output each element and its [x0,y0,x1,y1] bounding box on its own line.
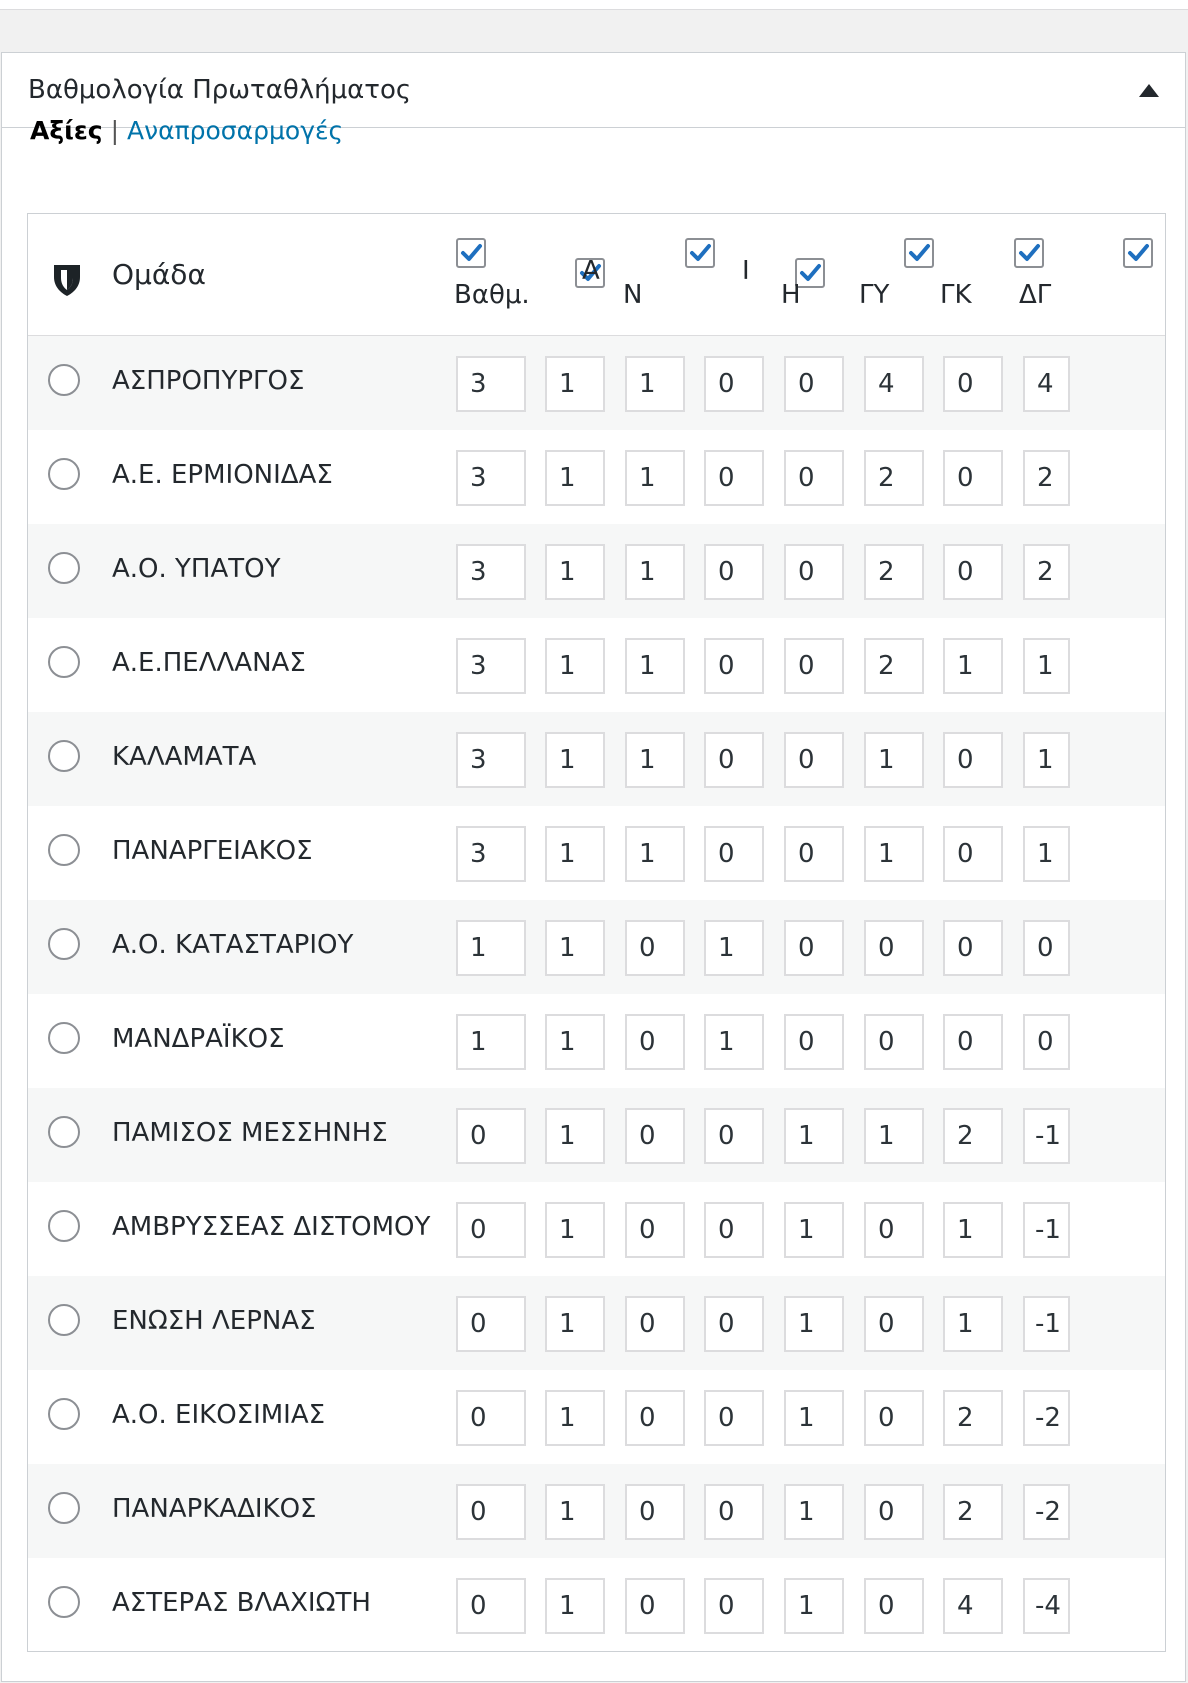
goal-diff-input[interactable]: 0 [1023,920,1070,976]
team-name: Α.Ε.ΠΕΛΛΑΝΑΣ [112,648,306,678]
goals-against-input[interactable]: 0 [943,732,1003,788]
drawn-input[interactable]: 0 [704,1484,764,1540]
points-input[interactable]: 0 [456,1296,526,1352]
table-row [28,1464,1165,1558]
points-input[interactable]: 3 [456,450,526,506]
lost-input[interactable]: 1 [784,1108,844,1164]
table-row [28,994,1165,1088]
goals-for-input[interactable]: 4 [864,356,924,412]
drawn-input[interactable]: 0 [704,1390,764,1446]
lost-column-label: Η [781,280,801,310]
goals-against-input[interactable]: 0 [943,544,1003,600]
goals-against-input[interactable]: 4 [943,1578,1003,1634]
goal-diff-input[interactable]: 1 [1023,826,1070,882]
won-input[interactable]: 0 [625,1484,685,1540]
played-input[interactable]: 1 [545,732,605,788]
team-column-header: Ομάδα [112,258,206,291]
goals-for-input[interactable]: 2 [864,450,924,506]
played-input[interactable]: 1 [545,1202,605,1258]
points-input[interactable]: 0 [456,1578,526,1634]
table-header [28,214,1165,336]
team-select-radio[interactable] [48,552,80,584]
drawn-input[interactable]: 0 [704,732,764,788]
top-strip [0,0,1188,10]
won-input[interactable]: 1 [625,638,685,694]
team-select-radio[interactable] [48,1304,80,1336]
points-input[interactable]: 3 [456,732,526,788]
team-select-radio[interactable] [48,364,80,396]
points-input[interactable]: 1 [456,920,526,976]
goal-diff-input[interactable]: 1 [1023,638,1070,694]
points-input[interactable]: 0 [456,1202,526,1258]
won-input[interactable]: 1 [625,732,685,788]
team-select-radio[interactable] [48,834,80,866]
goal-diff-input[interactable]: -2 [1023,1484,1070,1540]
table-row [28,1088,1165,1182]
team-name: ΑΣΤΕΡΑΣ ΒΛΑΧΙΩΤΗ [112,1588,371,1618]
lost-column-checkbox[interactable] [904,238,934,268]
goals-against-input[interactable]: 2 [943,1108,1003,1164]
goals-for-input[interactable]: 0 [864,1390,924,1446]
points-input[interactable]: 3 [456,356,526,412]
team-name: Α.Ε. ΕΡΜΙΟΝΙΔΑΣ [112,460,333,490]
lost-input[interactable]: 0 [784,1014,844,1070]
lost-input[interactable]: 0 [784,544,844,600]
played-input[interactable]: 1 [545,1578,605,1634]
lost-input[interactable]: 0 [784,826,844,882]
team-name: ΠΑΝΑΡΓΕΙΑΚΟΣ [112,836,313,866]
table-row [28,336,1165,430]
points-column-checkbox[interactable] [456,238,486,268]
team-select-radio[interactable] [48,1022,80,1054]
goals-for-input[interactable]: 0 [864,1484,924,1540]
goals-against-input[interactable]: 0 [943,826,1003,882]
played-input[interactable]: 1 [545,1296,605,1352]
team-select-radio[interactable] [48,1398,80,1430]
table-row [28,712,1165,806]
points-input[interactable]: 3 [456,826,526,882]
lost-input[interactable]: 1 [784,1578,844,1634]
goal-diff-input[interactable]: 0 [1023,1014,1070,1070]
played-input[interactable]: 1 [545,1484,605,1540]
goals-against-input[interactable]: 1 [943,1202,1003,1258]
goals-against-input[interactable]: 0 [943,1014,1003,1070]
lost-input[interactable]: 0 [784,450,844,506]
team-name: ΠΑΜΙΣΟΣ ΜΕΣΣΗΝΗΣ [112,1118,388,1148]
team-select-radio[interactable] [48,1116,80,1148]
played-input[interactable]: 1 [545,1390,605,1446]
played-input[interactable]: 1 [545,450,605,506]
team-name: ΜΑΝΔΡΑΪΚΟΣ [112,1024,285,1054]
points-input[interactable]: 0 [456,1108,526,1164]
goals-for-input[interactable]: 0 [864,920,924,976]
team-name: Α.Ο. ΕΙΚΟΣΙΜΙΑΣ [112,1400,326,1430]
team-select-radio[interactable] [48,1210,80,1242]
goals-for-input[interactable]: 0 [864,1296,924,1352]
played-column-label: Α [582,256,600,286]
won-input[interactable]: 0 [625,1390,685,1446]
won-input[interactable]: 0 [625,1108,685,1164]
team-name: Α.Ο. ΥΠΑΤΟΥ [112,554,281,584]
played-input[interactable]: 1 [545,826,605,882]
team-name: ΑΜΒΡΥΣΣΕΑΣ ΔΙΣΤΟΜΟΥ [112,1212,431,1242]
won-input[interactable]: 0 [625,1578,685,1634]
lost-input[interactable]: 0 [784,638,844,694]
drawn-input[interactable]: 0 [704,1202,764,1258]
played-input[interactable]: 1 [545,638,605,694]
goal-diff-input[interactable]: -1 [1023,1108,1070,1164]
lost-input[interactable]: 1 [784,1296,844,1352]
team-select-radio[interactable] [48,458,80,490]
points-input[interactable]: 0 [456,1484,526,1540]
goal-diff-input[interactable]: 1 [1023,732,1070,788]
played-input[interactable]: 1 [545,1014,605,1070]
played-input[interactable]: 1 [545,920,605,976]
goals-against-input[interactable]: 2 [943,1484,1003,1540]
team-select-radio[interactable] [48,1586,80,1618]
points-input[interactable]: 0 [456,1390,526,1446]
goals-against-column-label: ΓΚ [940,280,972,310]
won-column-checkbox[interactable] [685,238,715,268]
goals-for-input[interactable]: 0 [864,1578,924,1634]
points-input[interactable]: 3 [456,638,526,694]
won-input[interactable]: 0 [625,1296,685,1352]
won-input[interactable]: 0 [625,1014,685,1070]
goal-diff-input[interactable]: -2 [1023,1390,1070,1446]
goals-against-input[interactable]: 1 [943,638,1003,694]
goals-against-input[interactable]: 0 [943,356,1003,412]
goal-diff-input[interactable]: -4 [1023,1578,1070,1634]
lost-input[interactable]: 0 [784,920,844,976]
panel-title: Βαθμολογία Πρωταθλήματος [28,75,412,105]
goals-for-column-label: ΓΥ [859,280,890,310]
drawn-input[interactable]: 1 [704,1014,764,1070]
team-name: ΠΑΝΑΡΚΑΔΙΚΟΣ [112,1494,317,1524]
view-tabs [30,116,343,145]
goals-for-column-checkbox[interactable] [1014,238,1044,268]
table-row [28,618,1165,712]
goals-for-input[interactable]: 1 [864,826,924,882]
drawn-input[interactable]: 0 [704,638,764,694]
goal-diff-column-label: ΔΓ [1019,280,1052,310]
goals-against-input[interactable]: 2 [943,1390,1003,1446]
standings-table [27,213,1166,1652]
won-input[interactable]: 1 [625,450,685,506]
goals-against-input[interactable]: 0 [943,450,1003,506]
drawn-input[interactable]: 0 [704,826,764,882]
played-input[interactable]: 1 [545,1108,605,1164]
won-input[interactable]: 0 [625,1202,685,1258]
team-select-radio[interactable] [48,928,80,960]
collapse-arrow-icon[interactable] [1139,84,1159,97]
team-name: ΕΝΩΣΗ ΛΕΡΝΑΣ [112,1306,316,1336]
points-input[interactable]: 1 [456,1014,526,1070]
lost-input[interactable]: 1 [784,1484,844,1540]
goals-against-input[interactable]: 1 [943,1296,1003,1352]
table-row [28,1276,1165,1370]
team-select-radio[interactable] [48,1492,80,1524]
table-row [28,524,1165,618]
drawn-input[interactable]: 1 [704,920,764,976]
goals-for-input[interactable]: 2 [864,544,924,600]
drawn-input[interactable]: 0 [704,1296,764,1352]
team-select-radio[interactable] [48,646,80,678]
team-name: ΑΣΠΡΟΠΥΡΓΟΣ [112,366,305,396]
goals-for-input[interactable]: 1 [864,1108,924,1164]
table-row [28,806,1165,900]
goal-diff-input[interactable]: 2 [1023,544,1070,600]
points-input[interactable]: 3 [456,544,526,600]
won-input[interactable]: 1 [625,826,685,882]
goals-for-input[interactable]: 2 [864,638,924,694]
table-row [28,1370,1165,1464]
lost-input[interactable]: 1 [784,1390,844,1446]
table-row [28,1558,1165,1652]
team-name: Α.Ο. ΚΑΤΑΣΤΑΡΙΟΥ [112,930,354,960]
drawn-input[interactable]: 0 [704,1108,764,1164]
goals-for-input[interactable]: 0 [864,1014,924,1070]
team-select-radio[interactable] [48,740,80,772]
drawn-column-label: Ι [742,256,750,286]
table-row [28,900,1165,994]
drawn-input[interactable]: 0 [704,1578,764,1634]
lost-input[interactable]: 1 [784,1202,844,1258]
team-name: ΚΑΛΑΜΑΤΑ [112,742,257,772]
shield-icon [52,263,82,297]
goal-diff-input[interactable]: 2 [1023,450,1070,506]
tab-values[interactable]: Αξίες [30,116,103,145]
won-input[interactable]: 1 [625,544,685,600]
lost-input[interactable]: 0 [784,732,844,788]
goal-diff-input[interactable]: -1 [1023,1202,1070,1258]
drawn-input[interactable]: 0 [704,356,764,412]
goals-against-column-checkbox[interactable] [1123,238,1153,268]
won-column-label: Ν [623,280,643,310]
table-row [28,430,1165,524]
lost-input[interactable]: 0 [784,356,844,412]
played-input[interactable]: 1 [545,544,605,600]
won-input[interactable]: 1 [625,356,685,412]
goal-diff-input[interactable]: -1 [1023,1296,1070,1352]
goal-diff-input[interactable]: 4 [1023,356,1070,412]
tab-adjustments[interactable]: Αναπροσαρμογές [127,116,344,145]
drawn-input[interactable]: 0 [704,450,764,506]
won-input[interactable]: 0 [625,920,685,976]
goals-against-input[interactable]: 0 [943,920,1003,976]
goals-for-input[interactable]: 1 [864,732,924,788]
played-input[interactable]: 1 [545,356,605,412]
goals-for-input[interactable]: 0 [864,1202,924,1258]
tab-separator: | [110,116,120,145]
points-column-label: Βαθμ. [454,280,530,310]
drawn-input[interactable]: 0 [704,544,764,600]
table-row [28,1182,1165,1276]
